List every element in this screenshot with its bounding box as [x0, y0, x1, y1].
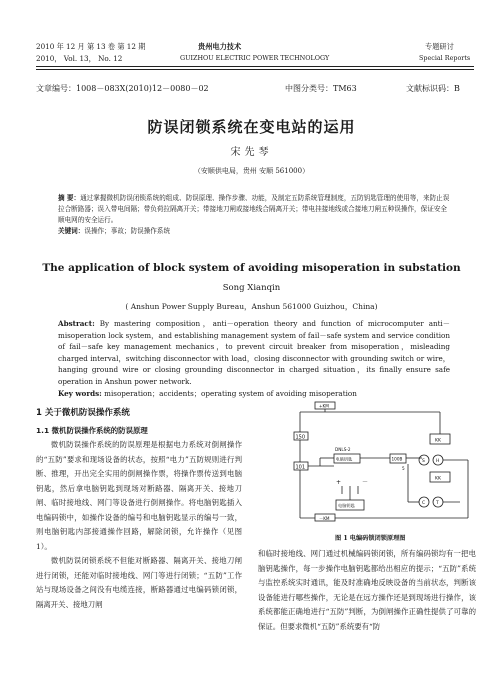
header-date-issue: 2010 年 12 月 第 13 卷 第 12 期: [36, 42, 146, 51]
label-5: 5: [402, 466, 405, 471]
label-minus: －: [362, 479, 369, 486]
label-t: T: [436, 501, 439, 506]
author-en: Song Xianqin: [222, 283, 281, 293]
keywords-cn-text: 误操作；事故；防误操作系统: [84, 227, 171, 235]
affiliation-cn: （安顺供电局，贵州 安顺 561000）: [193, 167, 310, 175]
label-100b: 100B: [391, 456, 403, 462]
label-h: H: [436, 459, 440, 464]
right-column: [258, 547, 476, 634]
header-column-en: Special Reports: [419, 54, 471, 62]
label-plus: +: [336, 479, 342, 486]
label-bot-rail: －KM: [319, 515, 330, 521]
abstract-cn-label: 摘 要：: [58, 194, 81, 202]
title-cn: 防误闭锁系统在变电站的运用: [147, 118, 356, 136]
label-key: 电脑钥匙: [338, 503, 355, 508]
figure-1-caption: 图 1 电编码锁闭锁原理图: [335, 535, 406, 542]
section-1-heading: 1 关于微机防误操作系统: [36, 408, 130, 418]
label-top-rail: +KM: [319, 403, 329, 409]
abstract-en-text: By mastering composition，anti－operation theory and function of microcomputer anti－misoperation lock system，and establishing management system of fail－safe system and service condition of fail－safe key management mechanics，to prevent circuit breaker from misoperation，misleading charged interval，switching disconnector with load，closing disconnector with grounding switch or wire，hanging ground wire or closing grounding disconnector in charged situation，its finally ensure safe operation in Anshun power network.: [58, 319, 450, 386]
label-101: 101: [295, 464, 306, 471]
abstract-cn-text: 通过掌握微机防误闭锁系统的组成、防误原理、操作步骤、功能，及制定五防系统管理制度，五防钥匙管理的使用等，来防止误拉合断路器；误入带电间隔；带负荷拉隔离开关；带接地刀闸或接地线合隔离开关；带电挂接地线或合接地刀闸五种误操作，保证安全顺电网的安全运行。: [58, 194, 450, 224]
abstract-en: [58, 318, 450, 399]
label-150: 150: [295, 434, 306, 441]
affiliation-en: ( Anshun Power Supply Bureau，Anshun 561000 Guizhou，China): [125, 302, 378, 311]
figure-1-diagram: [290, 398, 475, 528]
label-lock: DNLS-2: [335, 447, 351, 452]
label-key-inside: 电脑钥匙: [335, 456, 353, 462]
header-rule-thin: [36, 69, 474, 70]
header-volume: 2010， Vol. 13， No. 12: [36, 54, 123, 63]
clc-number: 中图分类号：TM63: [285, 84, 357, 93]
header-rule: [36, 66, 474, 67]
document-code: 文献标识码：B: [406, 84, 460, 93]
label-s: S: [422, 459, 425, 464]
abstract-en-label: Abstract:: [58, 319, 95, 328]
section-1-1-heading: 1.1 微机防误操作系统的防误原理: [36, 426, 148, 435]
keywords-en-text: misoperation；accidents；operating system of avoiding misoperation: [104, 388, 357, 398]
author-cn: 宋先琴: [230, 147, 273, 158]
title-en: The application of block system of avoiding misoperation in substation: [42, 262, 461, 274]
paragraph-principle: 微机防误操作系统的防误原理是根据电力系统对倒闸操作的“五防”要求和现场设备的状态，按照“电力”五防规则进行判断、推理，开出完全实用的倒闸操作票，将操作票传送到电脑钥匙，然后拿电脑钥匙到现场对断路器、隔离开关、接地刀闸、临时接地线、网门等设备进行倒闸操作。将电脑钥匙插入电编码锁中，如操作设备的编号和电脑钥匙显示的编号一致，则电脑钥匙内部接通操作回路，解除闭锁，允许操作（见图 1）。: [36, 440, 242, 551]
abstract-cn: [58, 193, 450, 237]
header-column-cn: 专题研讨: [425, 42, 454, 51]
label-kk-bot: KK: [435, 476, 441, 482]
left-column: [36, 438, 242, 612]
keywords-en-label: Key words:: [58, 388, 102, 398]
keywords-cn-label: 关键词：: [58, 227, 85, 235]
label-kk-top: KK: [435, 438, 441, 444]
paragraph-continued: 和临时接地线、网门通过机械编码锁闭锁，所有编码锁均有一把电脑钥匙操作，每一步操作电脑钥匙都给出相应的提示；“五防”系统与监控系统实时通讯，能及时准确地反映设备的当前状态，判断该设备能进行哪些操作，无论是在远方操作还是到现场进行操作，该系统都能正确地进行“五防”判断，为倒闸操作正确性提供了可靠的保证。但要求微机“五防”系统要有“防: [258, 549, 476, 631]
label-c: C: [422, 501, 426, 506]
header-journal-en: GUIZHOU ELECTRIC POWER TECHNOLOGY: [180, 54, 330, 62]
header-journal-cn: 贵州电力技术: [198, 42, 242, 51]
article-number: 文章编号：1008－083X(2010)12－0080－02: [36, 84, 209, 93]
paragraph-lock-scope: 微机防误闭锁系统不但能对断路器、隔离开关、接地刀闸进行闭锁，还能对临时接地线、网门等进行闭锁；“五防”工作站与现场设备之间没有电缆连接，断路器通过电编码锁闭锁，隔离开关、接地刀闸: [36, 556, 242, 609]
